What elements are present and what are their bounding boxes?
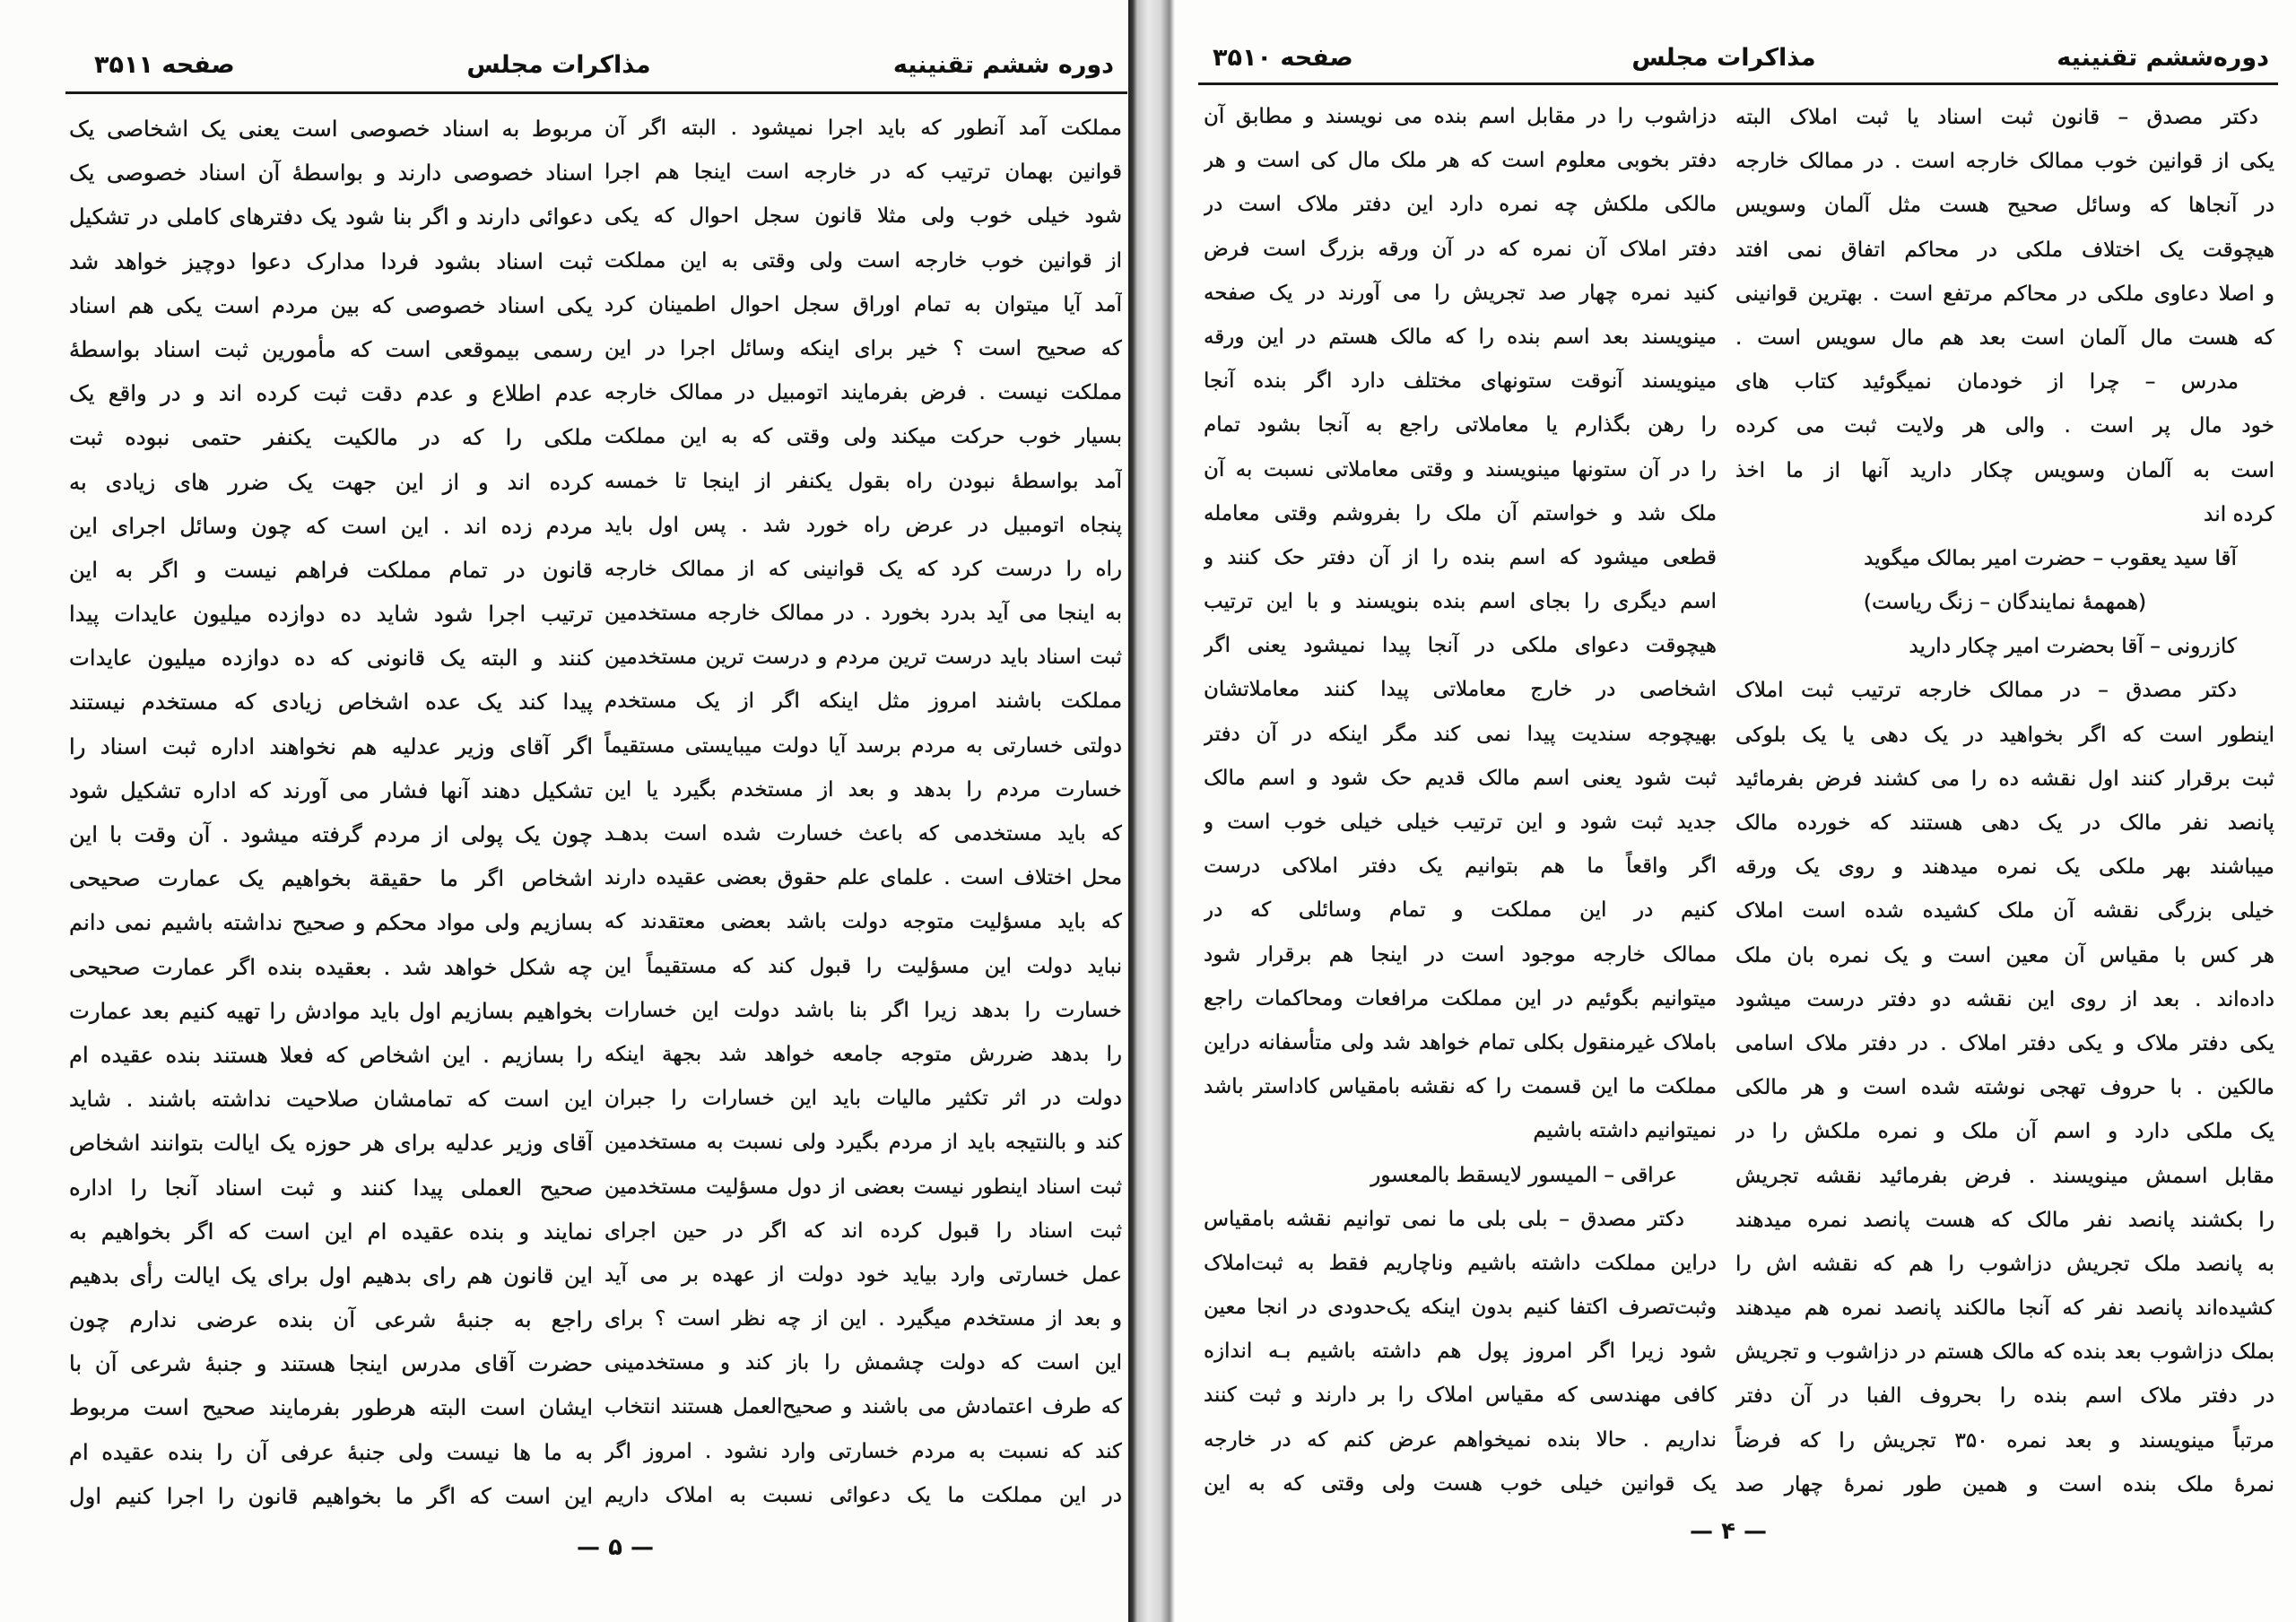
text-line: که باید مستخدمی که باعث خسارت شده است بدهـد — [604, 822, 1122, 846]
text-line: بسازیم ولی مواد محکم و صحیح نداشته باشیم نمی دانم — [69, 909, 593, 936]
text-line: در این مملکت ما یک دعوائی نسبت به املاک داریم — [604, 1483, 1122, 1507]
text-line: قانون در تمام مملکت فراهم نیست و اگر به این — [69, 556, 593, 583]
left-text-column — [1204, 95, 1717, 1506]
text-line: و بعد از مستخدم میگیرد . این از چه نظر است ؟ برای — [604, 1307, 1122, 1331]
text-line: به پانصد ملک تجریش دزاشوب را هم که نقشه اش را — [1735, 1251, 2274, 1276]
text-line: اسناد خصوصی دارند و بواسطهٔ آن اسناد خصوصی یک — [69, 160, 593, 186]
text-line: داده‌اند . بعد از روی این نقشه دو دفتر درست میشود — [1735, 986, 2274, 1011]
left-text-column — [69, 107, 593, 1518]
text-line: کازرونی – آقا بحضرت امیر چکار دارید — [1909, 634, 2237, 659]
text-line: دزاشوب را در مقابل اسم بنده می نویسند و مطابق آن — [1204, 105, 1717, 128]
text-line: خسارت را بدهد زیرا اگر بنا باشد دولت این خسارات — [604, 998, 1122, 1022]
text-line: خسارت مردم را بدهد و بعد از مستخدم بگیرد یا این — [604, 777, 1122, 802]
header-rule — [1198, 82, 2278, 85]
text-line: اگر واقعاً ما هم بتوانیم یک دفتر املاکی درست — [1204, 854, 1717, 879]
text-line: به اینجا می آید بدرد بخورد . در ممالک خارجه مستخدمین — [604, 602, 1122, 626]
text-line: را بکشند پانصد نفر مالک که هست پانصد نمره میدهند — [1735, 1207, 2274, 1232]
text-line: کنند و البته یک قانونی که ده دوازده میلیون عایدات — [69, 645, 593, 672]
text-line: و اصلا دعاوی ملکی در محاکم مرتفع است . بهترین قوانینی — [1735, 281, 2274, 306]
text-line: اینطور است که اگر بخواهید در یک دهی یا یک بلوکی — [1735, 722, 2274, 747]
text-line: ثبت اسناد باید درست ترین مردم و درست ترین مستخدمین — [604, 646, 1122, 670]
page-footer-number: — ۴ — — [1690, 1518, 1767, 1545]
text-line: اسم دیگری را بجای اسم بنده بنویسند و با این ترتیب — [1204, 590, 1717, 614]
text-line: در آنجاها که وسائل صحیح هست مثل آلمان وسویس — [1735, 193, 2274, 218]
text-line: چه شکل خواهد شد . بعقیده بنده اگر عمارت صحیحی — [69, 953, 593, 980]
text-line: ملک شد و خواستم آن ملک را بفروشم وقتی معامله — [1204, 501, 1717, 525]
text-line: در دفتر ملاک اسم بنده را بحروف الفبا در آن دفتر — [1735, 1383, 2274, 1409]
text-line: شود خیلی خوب ولی مثلا قانون سجل احوال که یکی — [604, 204, 1122, 229]
text-line: است به آلمان وسویس چکار دارید آنها از ما اخذ — [1735, 457, 2274, 482]
text-line: بسیار خوب حرکت میکند ولی وقتی که به این مملکت — [604, 425, 1122, 449]
text-line: مردم زده اند . این است که چون وسائل اجرای این — [69, 512, 593, 539]
right-text-column — [604, 107, 1122, 1518]
text-line: ثبت اسناد بشود فردا مدارک دعوا دوچیز خواهد شد — [69, 247, 593, 274]
text-line: کرده اند — [2204, 501, 2274, 526]
text-line: رسمی بیموقعی است که مأمورین ثبت اسناد بواسطهٔ — [69, 335, 593, 362]
text-line: مدرس – چرا از خودمان نمیگوئید کتاب های — [1735, 369, 2239, 395]
text-line: ثبت اسناد را قبول کرده اند که اگر در حین اجرای — [604, 1219, 1122, 1243]
text-line: را در آن ستونها مینویسند و وقتی معاملاتی نسبت به آن — [1204, 457, 1717, 481]
text-line: آقا سید یعقوب – حضرت امیر بمالک میگوید — [1864, 545, 2237, 570]
text-line: دکتر مصدق – قانون ثبت اسناد یا ثبت املاک البته — [1735, 105, 2258, 129]
page-number: صفحه ۳۵۱۱ — [94, 51, 235, 79]
text-line: دولت در اثر تکثیر مالیات باید این خسارات را جبران — [604, 1087, 1122, 1111]
text-line: که طرف اعتمادش می باشند و صحیح‌العمل هستند انتخاب — [604, 1395, 1122, 1419]
text-line: این است که اگر ما بخواهیم قانون را اجرا کنیم اول — [69, 1482, 593, 1509]
journal-title: مذاکرات مجلس — [466, 51, 651, 79]
text-line: میتوانیم بگوئیم در این مملکت مرافعات ومحاکمات راجع — [1204, 986, 1717, 1010]
text-line: شود زیرا اگر امروز پول هم داشته باشیم بـه اندازه — [1204, 1340, 1717, 1364]
text-line: محل اختلاف است . علمای علم حقوق بعضی عقیده دارند — [604, 866, 1122, 890]
text-line: کنیم در این مملکت و تمام وسائلی که در — [1204, 898, 1717, 923]
text-line: که هست مال آلمان است بعد هم مال سویس است . — [1735, 325, 2274, 350]
text-line: آمد آیا میتوان به تمام اوراق سجل احوال اطمینان کرد — [604, 292, 1122, 317]
text-line: مالکین . با حروف تهجی نوشته شده است و هر مالکی — [1735, 1075, 2274, 1100]
right-text-column — [1735, 95, 2274, 1506]
text-line: (همهمهٔ نمایندگان – زنگ ریاست) — [1863, 590, 2147, 615]
text-line: میباشند بهر ملکی یک نمره میدهند و روی یک ورقه — [1735, 854, 2274, 880]
text-line: یک ملکی دارد و اسم آن ملک و نمره ملکش را در — [1735, 1119, 2274, 1144]
text-line: مینویسند بعد اسم بنده را که مالک هستم در این ورقه — [1204, 325, 1717, 349]
text-line: قوانین بهمان ترتیب که در خارجه است اینجا هم اجرا — [604, 160, 1122, 185]
text-line: یکی دفتر ملاک و یکی دفتر املاک . در دفتر ملاک اسامی — [1735, 1030, 2274, 1055]
text-line: تشکیل دهند آنها فشار می آورند که اداره تشکیل شود — [69, 776, 593, 803]
text-line: باملاک غیرمنقول بکلی تمام خواهد شد ولی متأسفانه دراین — [1204, 1030, 1717, 1054]
text-line: ملکی را که در مالکیت یکنفر حتمی نبوده ثبت — [69, 424, 593, 451]
text-line: این است که تمامشان صلاحیت نداشته باشند . شاید — [69, 1086, 593, 1113]
text-line: دعوائی دارند و اگر بنا شود یک دفترهای کاملی در تشکیل — [69, 204, 593, 230]
right-page — [1171, 0, 2296, 1622]
left-page — [0, 0, 1132, 1622]
book-spine-shadow — [1128, 0, 1175, 1622]
text-line: چون یک پولی از مردم گرفته میشود . آن وقت با این — [69, 821, 593, 847]
text-line: جدید ثبت شود و این ترتیب خیلی خیلی خوب است و — [1204, 811, 1717, 834]
text-line: را بدهد ضررش متوجه جامعه خواهد شد بجهة اینکه — [604, 1042, 1122, 1066]
text-line: دکتر مصدق – بلی بلی ما نمی توانیم نقشه بامقیاس — [1204, 1207, 1684, 1231]
text-line: دولتی خسارتی به مردم برسد آیا دولت میبایستی مستقیماً — [604, 733, 1122, 758]
text-line: ثبت اسناد اینطور نیست بعضی از دول مسؤلیت مستخدمین — [604, 1175, 1122, 1199]
text-line: اگر آقای وزیر عدلیه هم نخواهند اداره ثبت اسناد را — [69, 733, 593, 759]
text-line: بخواهیم بسازیم اول باید موادش را تهیه کنیم بعد عمارت — [69, 997, 593, 1024]
text-line: نمرهٔ ملک بنده است و همین طور نمرهٔ چهار صد — [1735, 1471, 2274, 1496]
session-label: دوره‌ششم تقنینیه — [2057, 44, 2269, 72]
session-label: دوره ششم تقنینیه — [892, 51, 1114, 79]
text-line: این است که دولت چشمش را باز کند و مستخدمینی — [604, 1351, 1122, 1375]
text-line: مربوط به اسناد خصوصی است یعنی یک اشخاصی یک — [69, 116, 593, 142]
text-line: خود مال پر است . والی هر ولایت ثبت می کرده — [1735, 413, 2274, 438]
text-line: دفتر املاک آن نمره که در آن ورقه بزرگ است فرض — [1204, 237, 1717, 261]
text-line: راجع به جنبهٔ شرعی آن بنده عرضی ندارم چون — [69, 1306, 593, 1333]
text-line: عدم اطلاع و عدم دقت ثبت کرده اند و در واقع یک — [69, 380, 593, 407]
text-line: پیدا کند یک عده اشخاص زیادی که مستخدم نیستند — [69, 689, 593, 716]
text-line: مرتباً مینویسند و بعد نمره ۳۵۰ تجریش را که فرضاً — [1735, 1427, 2274, 1453]
text-line: دراین مملکت داشته باشیم وناچاریم فقط به ثبت‌املاک — [1204, 1251, 1717, 1275]
text-line: مینویسند آنوقت ستونهای مختلف دارد اگر بنده آنجا — [1204, 369, 1717, 394]
text-line: اشخاص اگر ما حقیقة بخواهیم یک عمارت صحیحی — [69, 865, 593, 892]
journal-title: مذاکرات مجلس — [1631, 44, 1816, 72]
text-line: کرده اند و از این جهت یک ضرر های زیادی به — [69, 468, 593, 495]
text-line: پانصد نفر مالک در یک دهی هستند که خورده مالک — [1735, 811, 2274, 835]
text-line: ترتیب اجرا شود شاید ده دوازده میلیون عایدات پیدا — [69, 601, 593, 628]
text-line: مقابل اسمش مینویسند . فرض بفرمائید نقشه تجریش — [1735, 1163, 2274, 1188]
text-line: ممالک خارجه موجود است در اینجا هم برقرار شود — [1204, 942, 1717, 967]
text-line: دفتر بخوبی معلوم است که هر ملک مال کی است و هر — [1204, 149, 1717, 173]
text-line: کنید نمره چهار صد تجریش را می آورند در یک صفحه — [1204, 281, 1717, 305]
text-line: مملکت ما این قسمت را که نقشه بامقیاس کاداستر باشد — [1204, 1075, 1717, 1099]
text-line: اشخاصی در خارج معاملاتی پیدا کنند معاملاتشان — [1204, 678, 1717, 702]
header-rule — [65, 91, 1127, 94]
text-line: ثبت برقرار کنند اول نقشه ده را می کشند فرض بفرمائید — [1735, 766, 2274, 791]
text-line: عمل خسارتی وارد بیاید خود دولت از عهده بر می آید — [604, 1262, 1122, 1287]
text-line: راه را درست کرد که یک قوانینی که از ممالک خارجه — [604, 557, 1122, 581]
text-line: کافی مهندسی که مقیاس املاک را بر دارند و ثبت کنند — [1204, 1383, 1717, 1408]
text-line: را رهن بگذارم یا معاملاتی راجع به آنجا بشود تمام — [1204, 413, 1717, 438]
text-line: که صحیح است ؟ خیر برای اینکه وسائل اجرا در این — [604, 336, 1122, 360]
text-line: یک قوانین خیلی خوب هست ولی وقتی که به این — [1204, 1471, 1717, 1496]
text-line: پنجاه اتومبیل در عرض راه خورد شد . پس اول باید — [604, 513, 1122, 537]
text-line: عراقی – المیسور لایسقط بالمعسور — [1370, 1163, 1677, 1187]
page-footer-number: — ۵ — — [577, 1534, 654, 1561]
text-line: هیچوقت دعوای ملکی در آنجا پیدا نمیشود یعنی اگر — [1204, 634, 1717, 658]
text-line: نمیتوانیم داشته باشیم — [1533, 1119, 1717, 1143]
text-line: مملکت باشند امروز مثل اینکه اگر از یک مستخدم — [604, 690, 1122, 714]
text-line: خیلی بزرگی نقشه آن ملک کشیده شده است املاک — [1735, 898, 2274, 924]
text-line: یکی از قوانین خوب ممالک خارجه است . در ممالک خارجه — [1735, 149, 2274, 174]
text-line: هر کس با مقیاس آن معین است و یک نمره بان ملک — [1735, 942, 2274, 967]
text-line: قطعی میشود که اسم بنده را از آن دفتر حک کنند و — [1204, 545, 1717, 569]
text-line: به ما ها نیست ولی جنبهٔ عرفی آن را بنده عقیده ام — [69, 1438, 593, 1465]
text-line: کشیده‌اند پانصد نفر که آنجا مالکند پانصد نمره هم میدهند — [1735, 1296, 2274, 1321]
text-line: که باید مسؤلیت متوجه دولت باشد بعضی معتقدند که — [604, 910, 1122, 934]
text-line: بملک دزاشوب بعد بنده که مالک هستم در دزاشوب و تجریش — [1735, 1340, 2274, 1365]
text-line: صحیح العملی پیدا کنند و ثبت اسناد آنجا را اداره — [69, 1174, 593, 1201]
text-line: کند که نسبت به مردم خسارتی وارد نشود . امروز اگر — [604, 1439, 1122, 1463]
text-line: از قوانین خوب خارجه است ولی وقتی به این مملکت — [604, 248, 1122, 273]
text-line: نداریم . حالا بنده نمیخواهم عرض کنم که در خارجه — [1204, 1427, 1717, 1452]
text-line: یکی اسناد خصوصی که بین مردم است یکی هم اسناد — [69, 291, 593, 318]
text-line: حضرت آقای مدرس اینجا هستند و جنبهٔ شرعی آن با — [69, 1350, 593, 1377]
text-line: مملکت آمد آنطور که باید اجرا نمیشود . البته اگر آن — [604, 117, 1122, 140]
text-line: آقای وزیر عدلیه برای هر حوزه یک ایالت بتوانند اشخاص — [69, 1130, 593, 1157]
text-line: بهیچوجه سندیت پیدا نمی کند مگر اینکه در آن دفتر — [1204, 722, 1717, 746]
text-line: کند و بالنتیجه باید از مردم بگیرد ولی نسبت به مستخدمین — [604, 1131, 1122, 1155]
text-line: ثبت شود یعنی اسم مالک قدیم حک شود و اسم مالک — [1204, 766, 1717, 790]
text-line: ایشان است البته هرطور بفرمایند صحیح است مربوط — [69, 1394, 593, 1421]
text-line: مملکت نیست . فرض بفرمایند اتومبیل در ممالک خارجه — [604, 381, 1122, 405]
text-line: نباید دولت این مسؤلیت را قبول کند که مستقیماً این — [604, 954, 1122, 978]
text-line: دکتر مصدق – در ممالک خارجه ترتیب ثبت املاک — [1735, 678, 2237, 703]
text-line: آمد بواسطهٔ نبودن راه بقول یکنفر از اینجا تا خمسه — [604, 469, 1122, 493]
text-line: را بسازیم . این اشخاص که فعلا هستند بنده عقیده ام — [69, 1041, 593, 1068]
text-line: نمایند و بنده عقیده ام این است که اگر بخواهیم به — [69, 1218, 593, 1245]
text-line: مالکی ملکش چه نمره دارد این دفتر ملاک است در — [1204, 193, 1717, 217]
text-line: این قانون هم رای بدهیم اول برای یک ایالت رأی بدهیم — [69, 1262, 593, 1288]
text-line: وثبت‌تصرف اکتفا کنیم بدون اینکه یک‌حدودی در انجا معین — [1204, 1296, 1717, 1320]
page-number: صفحه ۳۵۱۰ — [1213, 44, 1353, 72]
text-line: هیچوقت یک اختلاف ملکی در محاکم اتفاق نمی افتد — [1735, 237, 2274, 262]
